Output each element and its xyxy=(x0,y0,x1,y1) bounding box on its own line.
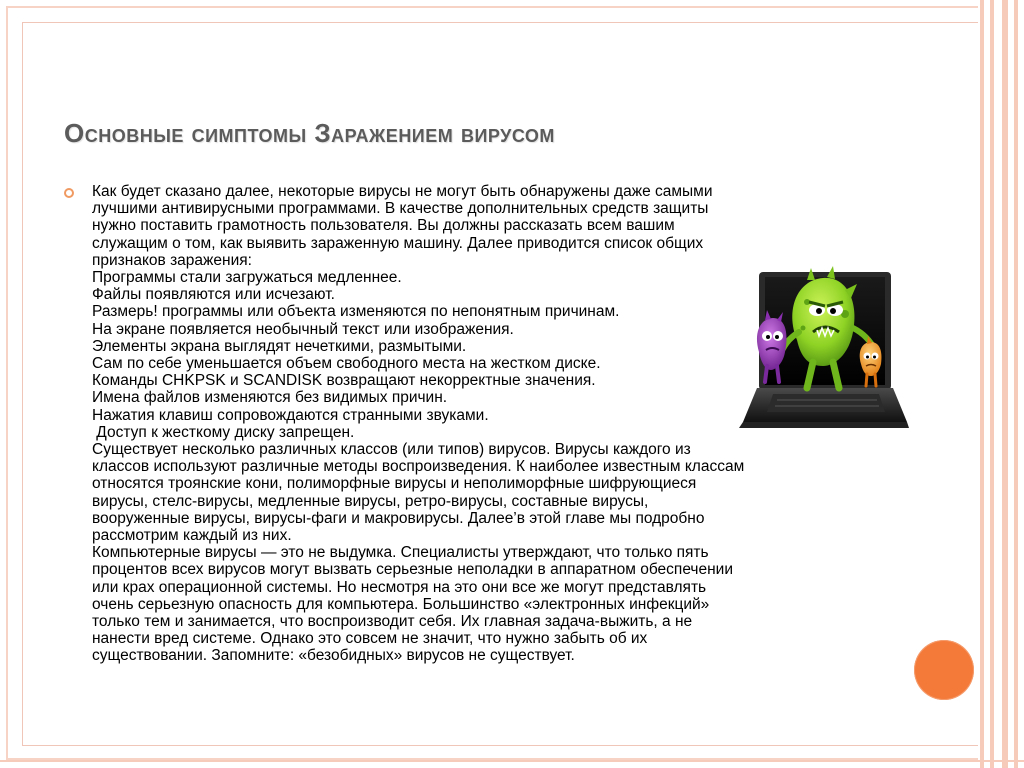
body-text-line: существовании. Запомните: «безобидных» вирусов не существует. xyxy=(92,647,575,665)
body-text-line: вирусы, стелс-вирусы, медленные вирусы, ретро-вирусы, составные вирусы, xyxy=(92,492,649,510)
body-text-line: признаков заражения: xyxy=(92,251,252,269)
slide-title xyxy=(64,116,924,150)
body-text-line: или крах операционной системы. Но несмотря на это они все же могут представлять xyxy=(92,578,707,596)
bottom-decorative-line xyxy=(0,760,1024,762)
body-text-line: Имена файлов изменяются без видимых причин. xyxy=(92,389,448,407)
body-text-line: только тем и занимается, что воспроизводит себя. Их главная задача-выжить, а не xyxy=(92,613,693,631)
body-text-line: Доступ к жесткому диску запрещен. xyxy=(92,423,355,441)
body-text-line: Команды CHKPSK и SCANDISK возвращают некорректные значения. xyxy=(92,372,596,390)
body-text-line: очень серьезную опасность для компьютера. Большинство «электронных инфекций» xyxy=(92,595,710,613)
body-text-line: рассмотрим каждый из них. xyxy=(92,527,292,545)
laptop-virus-monsters-icon xyxy=(737,262,909,430)
body-text-line: служащим о том, как выявить зараженную машину. Далее приводится список общих xyxy=(92,234,704,252)
body-text-line: относятся троянские кони, полиморфные вирусы и неполиморфные шифрующиеся xyxy=(92,475,697,493)
orange-circle-icon xyxy=(914,640,974,700)
body-text-line: вооруженные вирусы, вирусы-фаги и макровирусы. Далее’в этой главе мы подробно xyxy=(92,509,705,527)
body-text-line: Существует несколько различных классов (или типов) вирусов. Вирусы каждого из xyxy=(92,441,691,459)
body-text-line: Нажатия клавиш сопровождаются странными звуками. xyxy=(92,406,489,424)
body-text-line: процентов всех вирусов могут вызвать серьезные неполадки в аппаратном обеспечении xyxy=(92,561,734,579)
body-text-line: Программы стали загружаться медленнее. xyxy=(92,269,402,287)
body-text-line: На экране появляется необычный текст или изображения. xyxy=(92,320,514,338)
body-text-line: Компьютерные вирусы — это не выдумка. Специалисты утверждают, что только пять xyxy=(92,544,709,562)
body-text-line: Как будет сказано далее, некоторые вирусы не могут быть обнаружены даже самыми xyxy=(92,183,713,200)
body-text-line: классов используют различные методы воспроизведения. К наиболее известным классам xyxy=(92,458,745,476)
laptop-virus-illustration-svg xyxy=(737,262,909,430)
body-text-line: Размерь! программы или объекта изменяются по непонятным причинам. xyxy=(92,303,620,321)
body-text-line: нанести вред системе. Однако это совсем не значит, что нужно забыть об их xyxy=(92,630,648,648)
body-text-line: Файлы появляются или исчезают. xyxy=(92,286,335,304)
body-text-line: нужно поставить грамотность пользователя. Вы должны рассказать всем вашим xyxy=(92,217,675,235)
slide-title-text: Основные симптомы Заражением вирусом xyxy=(64,118,555,148)
body-text-line: Сам по себе уменьшается объем свободного места на жестком диске. xyxy=(92,355,601,373)
right-decorative-stripes xyxy=(978,0,1024,768)
hollow-circle-bullet-icon xyxy=(64,188,74,198)
body-text-line: Элементы экрана выглядят нечеткими, размытыми. xyxy=(92,337,467,355)
body-text-line: лучшими антивирусными программами. В качестве дополнительных средств защиты xyxy=(92,200,709,218)
